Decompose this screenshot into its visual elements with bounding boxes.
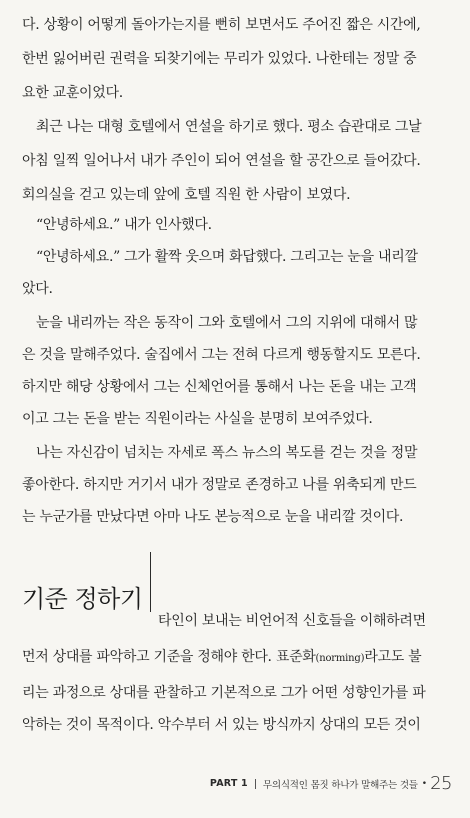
- body-line: 나는 자신감이 넘치는 자세로 폭스 뉴스의 복도를 걷는 것을 정말: [36, 445, 418, 461]
- body-line: 아침 일찍 일어나서 내가 주인이 되어 연설을 할 공간으로 들어갔다.: [22, 153, 421, 169]
- body-line: 이고 그는 돈을 받는 직원이라는 사실을 분명히 보여주었다.: [22, 411, 373, 427]
- body-line: 눈을 내리까는 작은 동작이 그와 호텔에서 그의 지위에 대해서 많: [36, 315, 418, 331]
- body-line: 좋아한다. 하지만 거기서 내가 정말로 존경하고 나를 위축되게 만드: [22, 477, 417, 493]
- body-line: “안녕하세요.” 그가 활짝 웃으며 화답했다. 그리고는 눈을 내리깔: [36, 249, 418, 265]
- body-line: 하지만 해당 상황에서 그는 신체언어를 통해서 나는 돈을 내는 고객: [22, 379, 417, 395]
- section-line-text: 라고도 불: [364, 649, 422, 665]
- section-line: 타인이 보내는 비언어적 신호들을 이해하려면: [158, 613, 426, 629]
- section-line: [22, 648, 450, 668]
- section-line-text: 먼저 상대를 파악하고 기준을 정해야 한다. 표준화: [22, 649, 316, 665]
- footer-part-label: PART 1: [209, 778, 248, 789]
- body-line: 았다.: [22, 281, 53, 297]
- section-heading: 기준 정하기: [22, 585, 143, 613]
- body-line: 회의실을 걷고 있는데 앞에 호텔 직원 한 사람이 보였다.: [22, 187, 351, 203]
- footer-separator: [255, 779, 256, 789]
- footer-bullet: •: [421, 778, 428, 789]
- body-line: 은 것을 말해주었다. 술집에서 그는 전혀 다르게 행동할지도 모른다.: [22, 347, 421, 363]
- section-line: 리는 과정으로 상대를 관찰하고 기본적으로 그가 어떤 성향인가를 파: [22, 685, 426, 701]
- body-line: 다. 상황이 어떻게 돌아가는지를 뻔히 보면서도 주어진 짧은 시간에,: [22, 17, 421, 33]
- footer-chapter-title: 무의식적인 몸짓 하나가 말해주는 것들: [262, 779, 418, 791]
- page-footer: [210, 773, 452, 794]
- section-divider: [150, 552, 151, 612]
- norming-term: (norming): [315, 653, 365, 664]
- body-line: “안녕하세요.” 내가 인사했다.: [36, 217, 212, 233]
- body-line: 요한 교훈이었다.: [22, 85, 123, 101]
- section-line: 악하는 것이 목적이다. 악수부터 서 있는 방식까지 상대의 모든 것이: [22, 717, 421, 733]
- body-line: 최근 나는 대형 호텔에서 연설을 하기로 했다. 평소 습관대로 그날: [36, 119, 422, 135]
- body-line: 는 누군가를 만났다면 아마 나도 본능적으로 눈을 내리깔 것이다.: [22, 509, 404, 525]
- page-number: 25: [430, 773, 452, 794]
- body-line: 한번 잃어버린 권력을 되찾기에는 무리가 있었다. 나한테는 정말 중: [22, 51, 417, 67]
